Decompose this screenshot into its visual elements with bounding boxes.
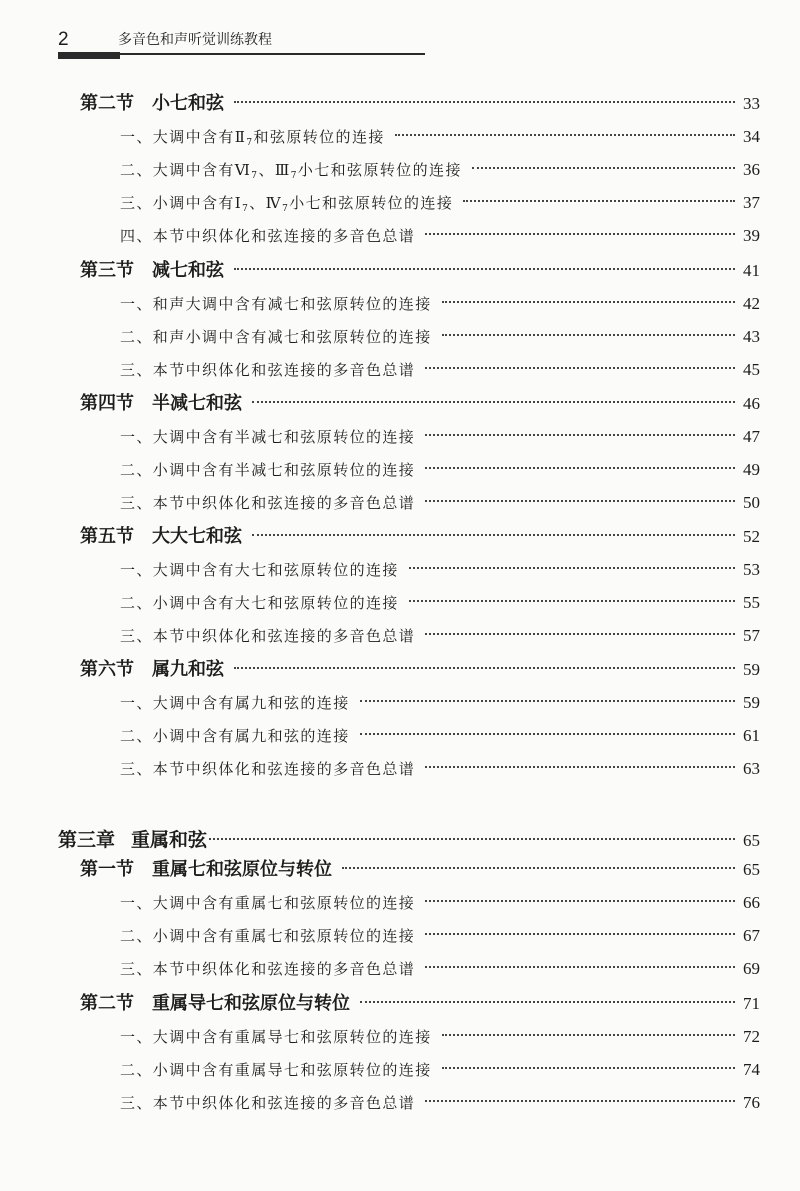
- toc-entry-title: 半减七和弦: [152, 393, 242, 414]
- toc-page-number: 66: [743, 893, 760, 912]
- toc-sub-row: [120, 488, 760, 518]
- dot-leader: [360, 733, 735, 735]
- toc-section-row: [80, 256, 760, 286]
- toc-sub-row: [120, 954, 760, 984]
- toc-sub-row: [120, 688, 760, 718]
- toc-entry-number: 第二节: [80, 993, 134, 1014]
- toc-page-number: 43: [743, 327, 760, 346]
- toc-entry-label: [120, 921, 415, 951]
- toc-sub-row: [120, 1022, 760, 1052]
- book-title: 多音色和声听觉训练教程: [118, 32, 272, 48]
- toc-entry-title: 小七和弦: [152, 93, 224, 114]
- toc-entry-number: 第六节: [80, 659, 134, 680]
- toc-entry-title: 三、本节中织体化和弦连接的多音色总谱: [120, 627, 416, 645]
- toc-entry-label: [120, 289, 432, 319]
- toc-entry-title: 减七和弦: [152, 260, 224, 281]
- toc-entry-label: [120, 555, 399, 585]
- toc-entry-title: 三、本节中织体化和弦连接的多音色总谱: [120, 1094, 416, 1112]
- toc-entry-label: [120, 322, 432, 352]
- toc-sub-row: [120, 155, 760, 185]
- toc-page-number: 53: [743, 560, 760, 579]
- toc-page-number: 61: [743, 726, 760, 745]
- toc-entry-title: 一、和声大调中含有减七和弦原转位的连接: [120, 295, 432, 313]
- toc-entry-label: [80, 655, 224, 685]
- toc-sub-row: [120, 1088, 760, 1118]
- toc-page-number: 63: [743, 759, 760, 778]
- toc-sub-row: [120, 1055, 760, 1085]
- toc-page-number: 74: [743, 1060, 760, 1079]
- dot-leader: [234, 667, 735, 669]
- toc-entry-title: 一、大调中含有$Ⅱ_7$和弦原转位的连接: [120, 128, 385, 149]
- toc-entry-title: 二、和声小调中含有减七和弦原转位的连接: [120, 328, 432, 346]
- dot-leader: [234, 101, 735, 103]
- toc-entry-title: 重属七和弦原位与转位: [152, 859, 332, 880]
- dot-leader: [442, 334, 735, 336]
- toc-entry-label: [120, 122, 385, 152]
- toc-page-number: 41: [743, 261, 760, 280]
- toc-entry-label: [120, 188, 453, 218]
- toc-entry-label: [120, 355, 415, 385]
- toc-sub-row: [120, 588, 760, 618]
- toc-entry-label: [120, 455, 415, 485]
- toc-entry-title: 一、大调中含有半减七和弦原转位的连接: [120, 428, 416, 446]
- toc-entry-label: [120, 422, 415, 452]
- toc-section-row: [80, 855, 760, 885]
- toc-entry-title: 一、大调中含有重属导七和弦原转位的连接: [120, 1028, 432, 1046]
- toc-section-row: [80, 89, 760, 119]
- toc-entry-label: [120, 688, 350, 718]
- toc-sub-row: [120, 322, 760, 352]
- dot-leader: [425, 966, 735, 968]
- toc-page-number: 36: [743, 160, 760, 179]
- toc-page-number: 52: [743, 527, 760, 546]
- toc-section-row: [80, 989, 760, 1019]
- toc-page-number: 65: [743, 860, 760, 879]
- toc-entry-title: 二、大调中含有$Ⅵ_7$、$Ⅲ_7$小七和弦原转位的连接: [120, 161, 462, 182]
- toc-entry-label: [120, 588, 399, 618]
- toc-entry-label: [120, 1022, 432, 1052]
- toc-entry-label: [120, 488, 415, 518]
- toc-entry-title: 四、本节中织体化和弦连接的多音色总谱: [120, 227, 416, 245]
- toc-entry-label: [58, 825, 207, 855]
- toc-entry-label: [120, 155, 462, 185]
- toc-page-number: 39: [743, 226, 760, 245]
- dot-leader: [442, 1067, 735, 1069]
- toc-entry-title: 一、大调中含有大七和弦原转位的连接: [120, 561, 399, 579]
- dot-leader: [442, 1034, 735, 1036]
- toc-entry-label: [80, 855, 332, 885]
- toc-sub-row: [120, 289, 760, 319]
- toc-entry-title: 大大七和弦: [152, 526, 242, 547]
- toc-entry-title: 三、本节中织体化和弦连接的多音色总谱: [120, 494, 416, 512]
- dot-leader: [425, 633, 735, 635]
- toc-page-number: 69: [743, 959, 760, 978]
- toc-entry-number: 第四节: [80, 393, 134, 414]
- dot-leader: [425, 233, 735, 235]
- dot-leader: [409, 567, 735, 569]
- dot-leader: [209, 838, 735, 840]
- toc-entry-title: 三、本节中织体化和弦连接的多音色总谱: [120, 361, 416, 379]
- toc-sub-row: [120, 188, 760, 218]
- toc-page-number: 47: [743, 427, 760, 446]
- header-rule-thin: [120, 53, 425, 55]
- dot-leader: [409, 600, 735, 602]
- toc-page-number: 49: [743, 460, 760, 479]
- toc-entry-title: 重属和弦: [131, 829, 208, 851]
- toc-entry-title: 三、小调中含有$Ⅰ_7$、$Ⅳ_7$小七和弦原转位的连接: [120, 194, 454, 215]
- toc-entry-label: [80, 389, 242, 419]
- toc-page-number: 59: [743, 660, 760, 679]
- dot-leader: [342, 867, 735, 869]
- toc-entry-title: 三、本节中织体化和弦连接的多音色总谱: [120, 760, 416, 778]
- toc-page-number: 67: [743, 926, 760, 945]
- dot-leader: [425, 766, 735, 768]
- toc-entry-number: 第二节: [80, 93, 134, 114]
- toc-entry-label: [80, 522, 242, 552]
- dot-leader: [463, 200, 735, 202]
- toc-page-number: 37: [743, 193, 760, 212]
- toc-page-number: 57: [743, 626, 760, 645]
- dot-leader: [442, 301, 735, 303]
- toc-page-number: 34: [743, 127, 760, 146]
- toc-entry-label: [120, 621, 415, 651]
- toc-entry-number: 第五节: [80, 526, 134, 547]
- toc-page-number: 50: [743, 493, 760, 512]
- toc-page-number: 59: [743, 693, 760, 712]
- toc-entry-title: 二、小调中含有重属导七和弦原转位的连接: [120, 1061, 432, 1079]
- toc-chapter-row: [58, 825, 760, 855]
- toc-sub-row: [120, 888, 760, 918]
- toc-entry-label: [120, 1055, 432, 1085]
- toc-page-number: 46: [743, 394, 760, 413]
- header-rule-thick: [58, 52, 120, 59]
- toc-entry-title: 一、大调中含有重属七和弦原转位的连接: [120, 894, 416, 912]
- toc-sub-row: [120, 355, 760, 385]
- toc-sub-row: [120, 721, 760, 751]
- toc-entry-title: 二、小调中含有大七和弦原转位的连接: [120, 594, 399, 612]
- dot-leader: [395, 134, 735, 136]
- toc-page-number: 76: [743, 1093, 760, 1112]
- toc-entry-label: [80, 256, 224, 286]
- page-number: 2: [58, 29, 69, 50]
- toc-entry-title: 属九和弦: [152, 659, 224, 680]
- dot-leader: [425, 933, 735, 935]
- toc-sub-row: [120, 921, 760, 951]
- toc-page-number: 45: [743, 360, 760, 379]
- toc-entry-label: [120, 754, 415, 784]
- toc-sub-row: [120, 122, 760, 152]
- toc-entry-title: 二、小调中含有半减七和弦原转位的连接: [120, 461, 416, 479]
- dot-leader: [360, 1001, 735, 1003]
- dot-leader: [252, 534, 735, 536]
- toc-entry-label: [120, 1088, 415, 1118]
- toc-page-number: 42: [743, 294, 760, 313]
- dot-leader: [425, 367, 735, 369]
- toc-section-row: [80, 655, 760, 685]
- toc-sub-row: [120, 455, 760, 485]
- toc-sub-row: [120, 221, 760, 251]
- toc-entry-title: 重属导七和弦原位与转位: [152, 993, 350, 1014]
- toc-sub-row: [120, 555, 760, 585]
- toc-page-number: 65: [743, 831, 760, 850]
- dot-leader: [472, 167, 735, 169]
- toc-entry-number: 第一节: [80, 859, 134, 880]
- toc-entry-label: [80, 989, 350, 1019]
- dot-leader: [425, 467, 735, 469]
- toc-page-number: 55: [743, 593, 760, 612]
- toc-page-number: 33: [743, 94, 760, 113]
- toc-section-row: [80, 389, 760, 419]
- dot-leader: [425, 1100, 735, 1102]
- toc-entry-title: 一、大调中含有属九和弦的连接: [120, 694, 350, 712]
- toc-sub-row: [120, 754, 760, 784]
- toc-entry-label: [120, 221, 415, 251]
- dot-leader: [252, 401, 735, 403]
- toc-entry-title: 二、小调中含有属九和弦的连接: [120, 727, 350, 745]
- toc-sub-row: [120, 422, 760, 452]
- toc-entry-number: 第三节: [80, 260, 134, 281]
- toc-entry-label: [120, 721, 350, 751]
- toc-page-number: 71: [743, 994, 760, 1013]
- toc-entry-number: 第三章: [58, 829, 116, 851]
- dot-leader: [425, 434, 735, 436]
- dot-leader: [360, 700, 735, 702]
- toc-entry-label: [120, 954, 415, 984]
- toc-section-row: [80, 522, 760, 552]
- dot-leader: [425, 900, 735, 902]
- dot-leader: [425, 500, 735, 502]
- toc-entry-label: [120, 888, 415, 918]
- toc-entry-label: [80, 89, 224, 119]
- toc-sub-row: [120, 621, 760, 651]
- dot-leader: [234, 268, 735, 270]
- toc-entry-title: 三、本节中织体化和弦连接的多音色总谱: [120, 960, 416, 978]
- toc-page-number: 72: [743, 1027, 760, 1046]
- toc-entry-title: 二、小调中含有重属七和弦原转位的连接: [120, 927, 416, 945]
